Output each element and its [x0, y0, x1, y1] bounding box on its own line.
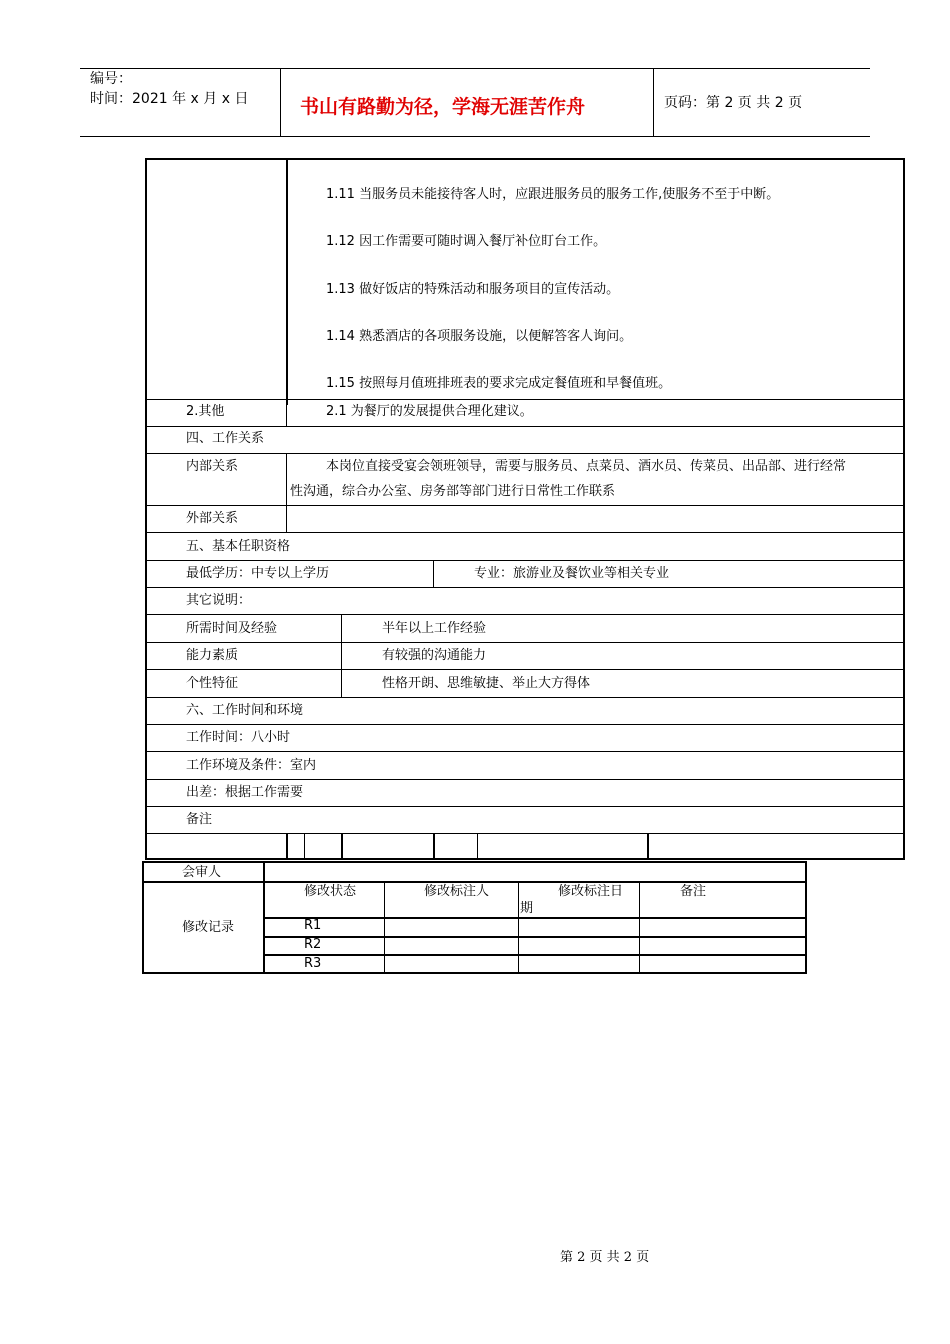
section-title-work-env: 六、工作时间和环境 — [186, 703, 304, 718]
other-text: 2.1 为餐厅的发展提供合理化建议。 — [326, 404, 533, 419]
duty-item: 1.13 做好饭店的特殊活动和服务项目的宣传活动。 — [326, 282, 620, 297]
reviewer-label: 会审人 — [182, 865, 222, 880]
other-label: 2.其他 — [186, 404, 225, 419]
internal-relations-text-2: 性沟通，综合办公室、房务部等部门进行日常性工作联系 — [290, 484, 616, 499]
job-description-table — [145, 158, 905, 860]
col-revision-status: 修改状态 — [304, 884, 357, 899]
page-label: 页码：第 2 页 共 2 页 — [664, 95, 803, 111]
col-revision-person: 修改标注人 — [424, 884, 490, 899]
work-conditions: 工作环境及条件：室内 — [186, 758, 317, 773]
other-notes: 其它说明： — [186, 593, 252, 608]
col-revision-remark: 备注 — [680, 884, 707, 899]
time-label: 时间：2021 年 x 月 x 日 — [90, 91, 249, 107]
number-label: 编号： — [90, 71, 132, 87]
duty-item: 1.11 当服务员未能接待客人时，应跟进服务员的服务工作,使服务不至于中断。 — [326, 187, 780, 202]
min-education: 最低学历：中专以上学历 — [186, 566, 330, 581]
ability-label: 能力素质 — [186, 648, 239, 663]
major: 专业：旅游业及餐饮业等相关专业 — [474, 566, 670, 581]
revision-row-label: R3 — [304, 956, 322, 971]
col-revision-date-cont: 期 — [520, 901, 534, 916]
remarks-label: 备注 — [186, 812, 213, 827]
duty-item: 1.12 因工作需要可随时调入餐厅补位盯台工作。 — [326, 234, 607, 249]
duty-item: 1.14 熟悉酒店的各项服务设施，以便解答客人询问。 — [326, 329, 633, 344]
internal-relations-label: 内部关系 — [186, 459, 239, 474]
personality-label: 个性特征 — [186, 676, 239, 691]
duty-item: 1.15 按照每月值班排班表的要求完成定餐值班和早餐值班。 — [326, 376, 672, 391]
external-relations-label: 外部关系 — [186, 511, 239, 526]
col-revision-date: 修改标注日 — [558, 884, 624, 899]
header-motto: 书山有路勤为径，学海无涯苦作舟 — [300, 96, 586, 118]
page-footer: 第 2 页 共 2 页 — [560, 1250, 650, 1265]
experience-value: 半年以上工作经验 — [382, 621, 487, 636]
ability-value: 有较强的沟通能力 — [382, 648, 487, 663]
work-hours: 工作时间：八小时 — [186, 730, 291, 745]
revision-row-label: R2 — [304, 937, 322, 952]
internal-relations-text-1: 本岗位直接受宴会领班领导，需要与服务员、点菜员、酒水员、传菜员、出品部、进行经常 — [326, 459, 847, 474]
revision-record-label: 修改记录 — [182, 920, 235, 935]
business-travel: 出差：根据工作需要 — [186, 785, 304, 800]
experience-label: 所需时间及经验 — [186, 621, 278, 636]
section-title-qualifications: 五、基本任职资格 — [186, 539, 291, 554]
section-title-relations: 四、工作关系 — [186, 431, 265, 446]
revision-row-label: R1 — [304, 918, 322, 933]
personality-value: 性格开朗、思维敏捷、举止大方得体 — [382, 676, 591, 691]
